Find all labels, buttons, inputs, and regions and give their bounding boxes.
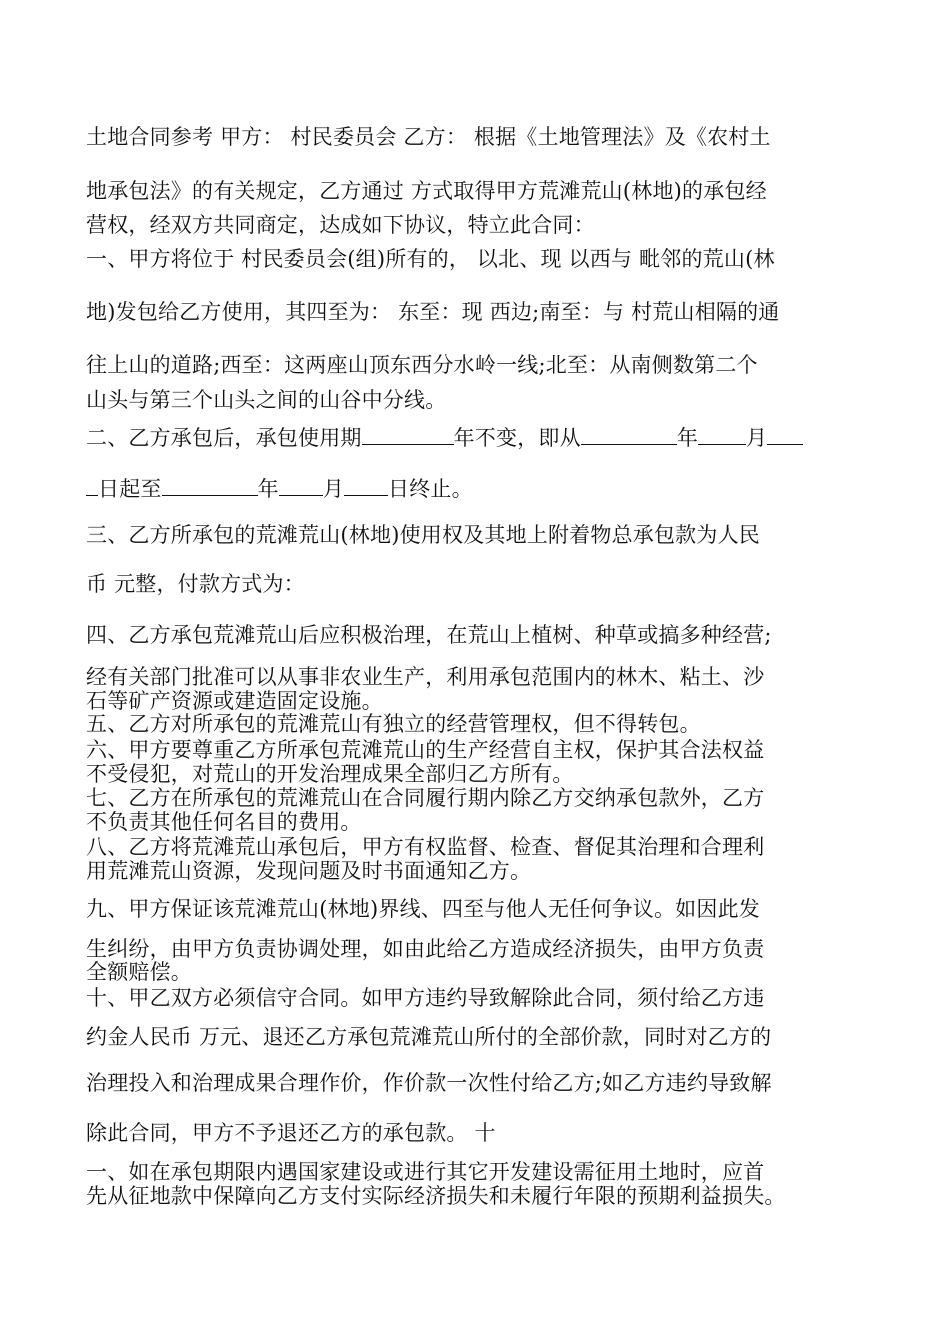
text-line: 九、甲方保证该荒滩荒山(林地)界线、四至与他人无任何争议。如因此发 <box>86 897 760 921</box>
clause-text: 月 <box>746 426 768 450</box>
blank-field <box>767 424 803 445</box>
text-line: 先从征地款中保障向乙方支付实际经济损失和未履行年限的预期利益损失。 <box>86 1184 786 1208</box>
text-line: 币 元整，付款方式为： <box>86 572 305 596</box>
clause-text: 日终止。 <box>388 477 473 501</box>
text-line: 山头与第三个山头之间的山谷中分线。 <box>86 388 447 412</box>
text-line: 地)发包给乙方使用，其四至为： 东至：现 西边;南至：与 村荒山相隔的通 <box>86 300 780 324</box>
blank-field <box>86 475 98 496</box>
text-line: 七、乙方在所承包的荒滩荒山在合同履行期内除乙方交纳承包款外，乙方 <box>86 786 765 810</box>
clause-text: 月 <box>322 477 345 501</box>
blank-field <box>279 475 323 496</box>
text-line: 六、甲方要尊重乙方所承包荒滩荒山的生产经营自主权，保护其合法权益 <box>86 738 765 762</box>
clause-text: 年 <box>676 426 699 450</box>
text-line: 地承包法》的有关规定，乙方通过 方式取得甲方荒滩荒山(林地)的承包经 <box>86 179 767 203</box>
text-line: 不负责其他任何名目的费用。 <box>86 810 362 834</box>
blank-field <box>344 475 388 496</box>
text-line: 治理投入和治理成果合理作价，作价款一次性付给乙方;如乙方违约导致解 <box>86 1071 772 1095</box>
text-line: 往上山的道路;西至：这两座山顶东西分水岭一线;北至：从南侧数第二个 <box>86 353 758 377</box>
text-line: 一、如在承包期限内遇国家建设或进行其它开发建设需征用土地时，应首 <box>86 1160 765 1184</box>
text-line: 生纠纷，由甲方负责协调处理，如由此给乙方造成经济损失，由甲方负责 <box>86 937 765 961</box>
clause-text: 年不变，即从 <box>453 426 581 450</box>
clause-text: 二、乙方承包后，承包使用期 <box>86 426 362 450</box>
blank-field <box>362 424 454 445</box>
text-line: 不受侵犯，对荒山的开发治理成果全部归乙方所有。 <box>86 762 574 786</box>
text-line: 全额赔偿。 <box>86 960 192 984</box>
clause-text: 年 <box>257 477 279 501</box>
text-line: 除此合同，甲方不予退还乙方的承包款。 十 <box>86 1121 496 1145</box>
text-line: 土地合同参考 甲方： 村民委员会 乙方： 根据《土地管理法》及《农村土 <box>86 125 771 149</box>
text-line: 约金人民币 万元、退还乙方承包荒滩荒山所付的全部价款，同时对乙方的 <box>86 1025 772 1049</box>
text-line: 五、乙方对所承包的荒滩荒山有独立的经营管理权，但不得转包。 <box>86 712 701 736</box>
text-line: 一、甲方将位于 村民委员会(组)所有的， 以北、现 以西与 毗邻的荒山(林 <box>86 247 775 271</box>
blank-field <box>698 424 746 445</box>
text-line: 营权，经双方共同商定，达成如下协议，特立此合同： <box>86 213 595 237</box>
clause-2-line-2 <box>86 475 886 502</box>
clause-text: 日起至 <box>98 477 162 501</box>
text-line: 用荒滩荒山资源，发现问题及时书面通知乙方。 <box>86 859 532 883</box>
clause-2-line-1 <box>86 424 886 451</box>
text-line: 四、乙方承包荒滩荒山后应积极治理，在荒山上植树、种草或搞多种经营; <box>86 623 772 647</box>
text-line: 经有关部门批准可以从事非农业生产，利用承包范围内的林木、粘土、沙 <box>86 665 765 689</box>
text-line: 八、乙方将荒滩荒山承包后，甲方有权监督、检查、督促其治理和合理利 <box>86 835 765 859</box>
blank-field <box>581 424 677 445</box>
text-line: 十、甲乙双方必须信守合同。如甲方违约导致解除此合同，须付给乙方违 <box>86 986 765 1010</box>
text-line: 石等矿产资源或建造固定设施。 <box>86 689 383 713</box>
blank-field <box>162 475 258 496</box>
text-line: 三、乙方所承包的荒滩荒山(林地)使用权及其地上附着物总承包款为人民 <box>86 523 760 547</box>
